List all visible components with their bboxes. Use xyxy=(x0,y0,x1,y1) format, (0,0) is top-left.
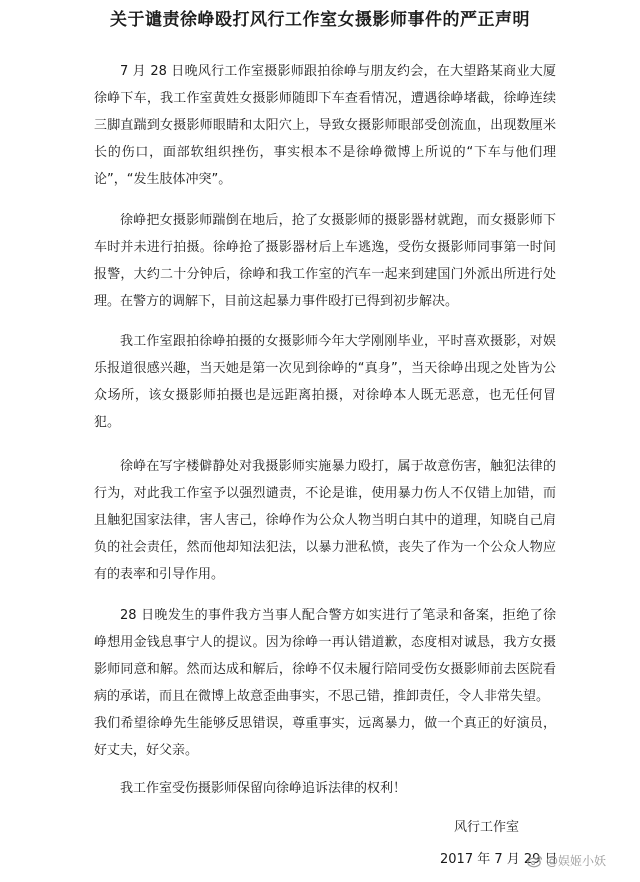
paragraph-4: 徐峥在写字楼僻静处对我摄影师实施暴力殴打，属于故意伤害，触犯法律的行为，对此我工作室予以强烈谴责，不论是谁，使用暴力伤人不仅错上加错，而且触犯国家法律，害人害己，徐峥作为公众人物当明白其中的道理，知晓自己肩负的社会责任，然而他却知法犯法，以暴力泄私愤，丧失了作为一个公众人物应有的表率和引导作用。 xyxy=(94,459,556,582)
document-title: 关于谴责徐峥殴打风行工作室女摄影师事件的严正声明 xyxy=(110,10,530,30)
paragraph-7: 我工作室受伤摄影师保留向徐峥追诉法律的权利！ xyxy=(120,781,407,796)
document-date: 2017 年 7 月 29 日 xyxy=(440,852,558,867)
signature: 风行工作室 xyxy=(454,820,520,835)
watermark xyxy=(527,852,606,870)
watermark-text: @娱姬小妖 xyxy=(546,854,607,868)
weibo-logo-icon xyxy=(527,854,543,868)
paragraph-5: 28 日晚发生的事件我方当事人配合警方如实进行了笔录和备案，拒绝了徐峥想用金钱息事宁人的提议。因为徐峥一再认错道歉，态度相对诚恳，我方女摄影师同意和解。然而达成和解后，徐峥不仅未履行陪同受伤女摄影师前去医院看病的承诺，而且在微博上故意歪曲事实，不思己错，推卸责任，令人非常失望。 xyxy=(94,608,556,704)
paragraph-6: 我们希望徐峥先生能够反思错误，尊重事实，远离暴力，做一个真正的好演员，好丈夫，好父亲。 xyxy=(94,716,556,758)
paragraph-1: 7 月 28 日晚风行工作室摄影师跟拍徐峥与朋友约会，在大望路某商业大厦徐峥下车，我工作室黄姓女摄影师随即下车查看情况，遭遇徐峥堵截，徐峥连续三脚直踹到女摄影师眼睛和太阳穴上，导致女摄影师眼部受创流血，出现数厘米长的伤口，面部软组织挫伤，事实根本不是徐峥微博上所说的“下车与他们理论”，“发生肢体冲突”。 xyxy=(94,64,556,187)
paragraph-3: 我工作室跟拍徐峥拍摄的女摄影师今年大学刚刚毕业，平时喜欢摄影，对娱乐报道很感兴趣，当天她是第一次见到徐峥的“真身”，当天徐峥出现之处皆为公众场所，该女摄影师拍摄也是远距离拍摄，对徐峥本人既无恶意，也无任何冒犯。 xyxy=(94,334,556,430)
paragraph-2: 徐峥把女摄影师踹倒在地后，抢了女摄影师的摄影器材就跑，而女摄影师下车时并未进行拍摄。徐峥抢了摄影器材后上车逃逸，受伤女摄影师同事第一时间报警，大约二十分钟后，徐峥和我工作室的汽车一起来到建国门外派出所进行处理。在警方的调解下，目前这起暴力事件殴打已得到初步解决。 xyxy=(94,213,556,309)
